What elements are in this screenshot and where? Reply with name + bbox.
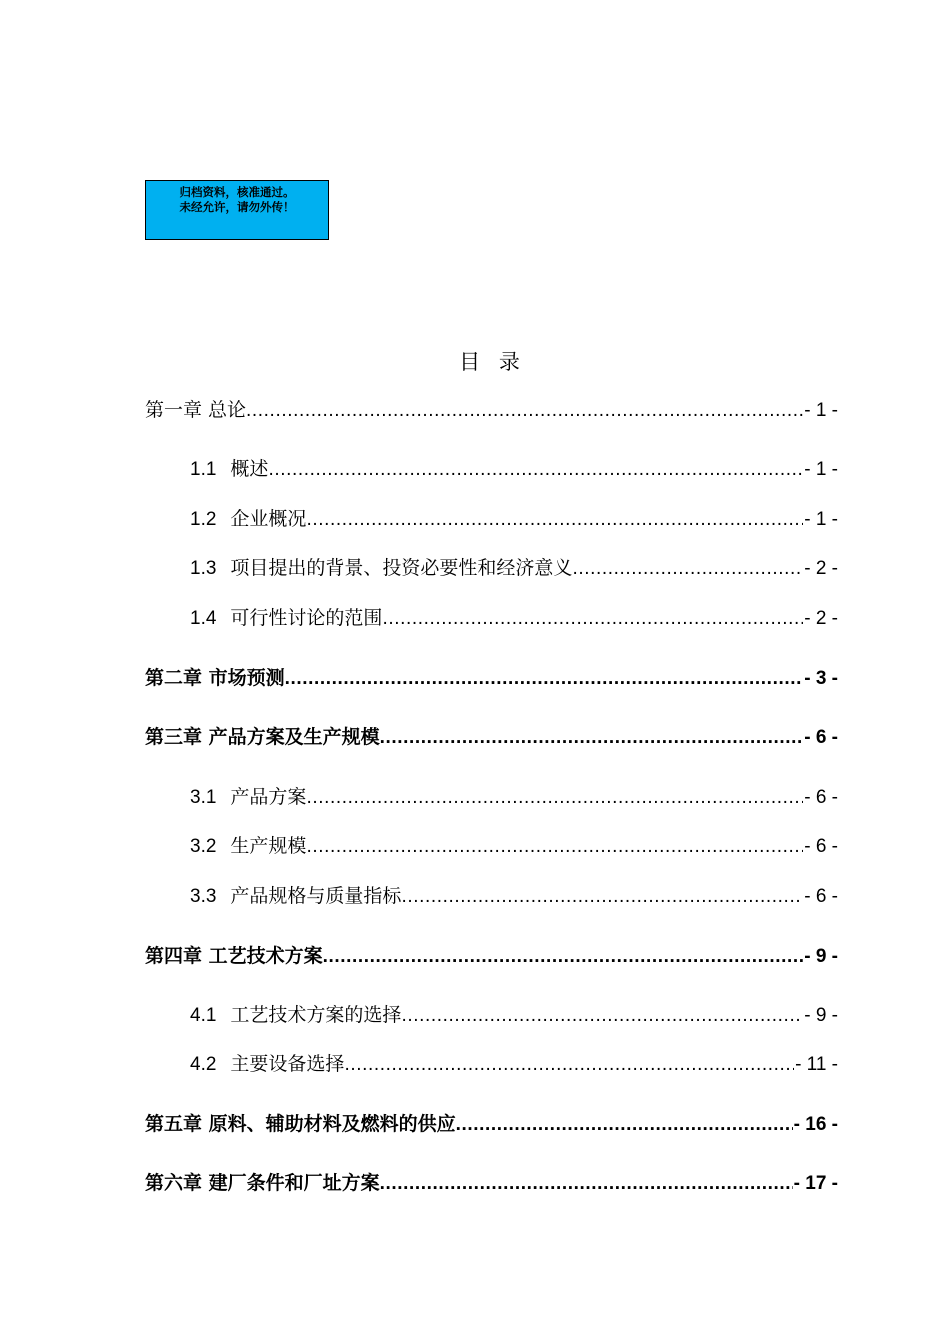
toc-dot-leader xyxy=(380,1173,793,1195)
toc-page-number: - 11 - xyxy=(795,1054,838,1075)
toc-entry-4-1[interactable] xyxy=(190,1000,838,1030)
toc-dot-leader xyxy=(323,946,804,968)
toc-page-number: - 1 - xyxy=(804,400,838,421)
toc-dot-leader xyxy=(306,509,803,531)
toc-entry-ch1[interactable] xyxy=(145,395,838,425)
toc-dot-leader xyxy=(380,727,804,749)
toc-dot-leader xyxy=(572,558,803,580)
toc-entry-title: 企业概况 xyxy=(230,508,307,530)
toc-page-number: - 1 - xyxy=(804,509,838,530)
toc-entry-title: 项目提出的背景、投资必要性和经济意义 xyxy=(230,557,573,579)
toc-entry-title: 第六章 建厂条件和厂址方案 xyxy=(145,1172,380,1194)
toc-section-number: 4.2 xyxy=(190,1054,217,1075)
toc-page-number: - 16 - xyxy=(793,1114,838,1135)
toc-entry-ch5[interactable] xyxy=(145,1109,838,1139)
toc-page-number: - 2 - xyxy=(804,558,838,579)
toc-dot-leader xyxy=(285,668,804,690)
toc-entry-title: 概述 xyxy=(230,458,269,480)
toc-dot-leader xyxy=(306,787,803,809)
toc-section-number: 1.3 xyxy=(190,558,217,579)
toc-page-number: - 1 - xyxy=(804,459,838,480)
toc-entry-title: 主要设备选择 xyxy=(230,1053,345,1075)
toc-dot-leader xyxy=(306,836,803,858)
toc-page-number: - 6 - xyxy=(804,836,838,857)
toc-entry-ch2[interactable] xyxy=(145,663,838,693)
toc-dot-leader xyxy=(246,400,803,422)
toc-page-number: - 6 - xyxy=(804,886,838,907)
toc-entry-4-2[interactable] xyxy=(190,1049,838,1079)
stamp-line-2: 未经允许，请勿外传！ xyxy=(179,200,295,214)
toc-section-number: 4.1 xyxy=(190,1005,217,1026)
toc-entry-ch3[interactable] xyxy=(145,722,838,752)
toc-dot-leader xyxy=(401,1005,803,1027)
toc-entry-title: 生产规模 xyxy=(230,835,307,857)
toc-entry-title: 工艺技术方案的选择 xyxy=(230,1004,402,1026)
toc-entry-1-2[interactable] xyxy=(190,504,838,534)
toc-dot-leader xyxy=(382,608,803,630)
toc-dot-leader xyxy=(456,1114,793,1136)
toc-section-number: 1.1 xyxy=(190,459,217,480)
toc-entry-ch4[interactable] xyxy=(145,941,838,971)
toc-section-number: 1.4 xyxy=(190,608,217,629)
toc-page-number: - 9 - xyxy=(804,946,838,967)
toc-dot-leader xyxy=(268,459,803,481)
toc-entry-1-4[interactable] xyxy=(190,603,838,633)
toc-entry-title: 第四章 工艺技术方案 xyxy=(145,945,323,967)
toc-entry-3-1[interactable] xyxy=(190,782,838,812)
toc-section-number: 3.2 xyxy=(190,836,217,857)
toc-dot-leader xyxy=(401,886,803,908)
toc-section-number: 1.2 xyxy=(190,509,217,530)
toc-entry-ch6[interactable] xyxy=(145,1168,838,1198)
toc-dot-leader xyxy=(344,1054,794,1076)
toc-entry-title: 第一章 总论 xyxy=(145,399,247,421)
toc-entry-title: 第三章 产品方案及生产规模 xyxy=(145,726,380,748)
toc-page-number: - 6 - xyxy=(804,787,838,808)
toc-page-number: - 9 - xyxy=(804,1005,838,1026)
toc-entry-title: 可行性讨论的范围 xyxy=(230,607,383,629)
toc-page-number: - 2 - xyxy=(804,608,838,629)
stamp-line-1: 归档资料，核准通过。 xyxy=(179,185,295,199)
toc-page-number: - 17 - xyxy=(793,1173,838,1194)
toc-section-number: 3.3 xyxy=(190,886,217,907)
toc-page-number: - 6 - xyxy=(804,727,838,748)
toc-entry-title: 第二章 市场预测 xyxy=(145,667,285,689)
toc-entry-title: 产品规格与质量指标 xyxy=(230,885,402,907)
toc-title: 目 录 xyxy=(459,350,526,374)
toc-entry-3-2[interactable] xyxy=(190,831,838,861)
toc-entry-1-3[interactable] xyxy=(190,553,838,583)
archive-stamp xyxy=(145,180,329,240)
toc-section-number: 3.1 xyxy=(190,787,217,808)
toc-page-number: - 3 - xyxy=(804,668,838,689)
toc-entry-1-1[interactable] xyxy=(190,454,838,484)
toc-entry-3-3[interactable] xyxy=(190,881,838,911)
toc-entry-title: 产品方案 xyxy=(230,786,307,808)
toc-entry-title: 第五章 原料、辅助材料及燃料的供应 xyxy=(145,1113,456,1135)
